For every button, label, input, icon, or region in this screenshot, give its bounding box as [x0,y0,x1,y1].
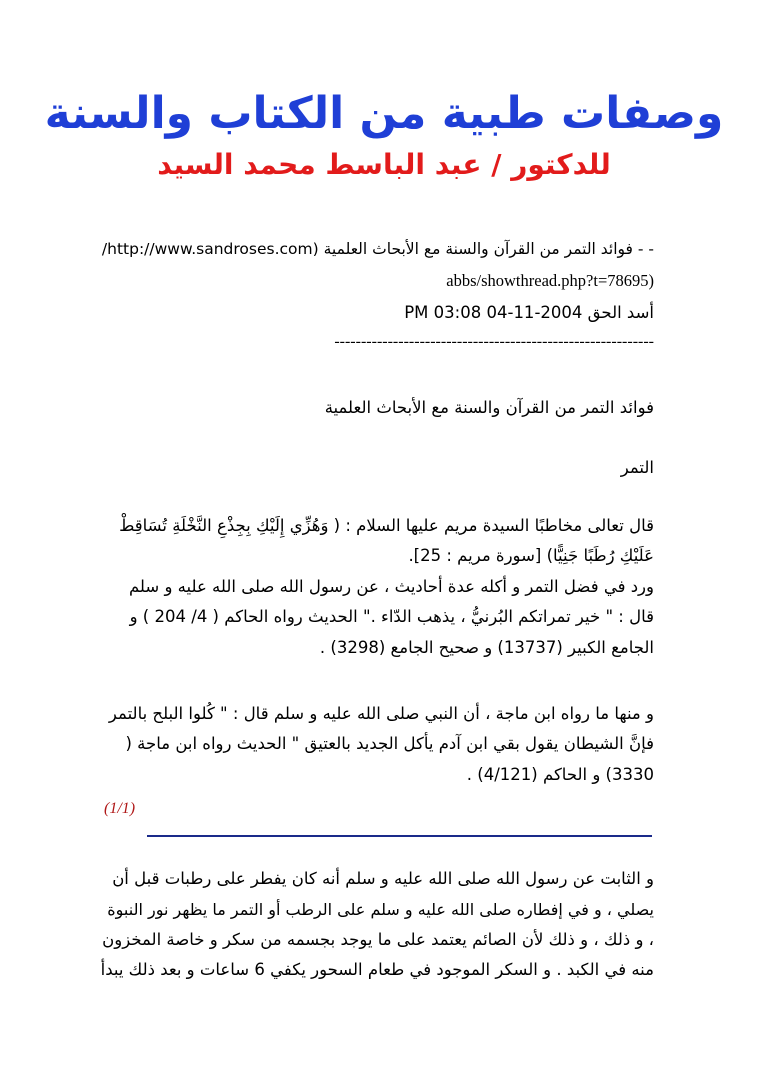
paragraph-line: 3330) و الحاكم (4/121) . [466,765,654,784]
source-line: - - فوائد التمر من القرآن والسنة مع الأبحاث العلمية (http://www.sandroses.com/ [101,240,654,258]
paragraph-line: يصلي ، و في إفطاره صلى الله عليه و سلم على الرطب أو التمر ما يظهر نور النبوة [107,900,654,919]
post-author-date: أسد الحق 2004-11-04 03:08 PM [404,303,654,322]
dashed-divider: ------------------------------------------------------------ [334,333,654,350]
paragraph-line: منه في الكبد . و السكر الموجود في طعام السحور يكفي 6 ساعات و بعد ذلك يبدأ [100,960,654,979]
paragraph-line: فإنَّ الشيطان يقول بقي ابن آدم يأكل الجديد بالعتيق " الحديث رواه ابن ماجة ( [125,734,654,753]
source-url-continuation: (abbs/showthread.php?t=78695 [446,271,654,290]
paragraph-line: عَلَيْكِ رُطَبًا جَنِيًّا) [سورة مريم : 25]. [408,546,654,565]
paragraph-line: و الثابت عن رسول الله صلى الله عليه و سلم أنه كان يفطر على رطبات قبل أن [112,869,654,888]
paragraph-line: قال تعالى مخاطبًا السيدة مريم عليها السلام : ( وَهُزِّي إِلَيْكِ بِجِذْعِ النَّخْلَةِ تُسَاقِطْ [119,516,654,535]
section-title: التمر [620,458,654,477]
paragraph-line: قال : " خير تمراتكم البُرنيُّ ، يذهب الدّاء ." الحديث رواه الحاكم ( 4/ 204 ) و [129,607,654,626]
author-line: للدكتور / عبد الباسط محمد السيد [157,148,611,181]
page-indicator: (1/1) [104,800,136,817]
paragraph-line: و منها ما رواه ابن ماجة ، أن النبي صلى الله عليه و سلم قال : " كُلوا البلح بالتمر [108,704,654,723]
document-title: وصفات طبية من الكتاب والسنة [44,88,724,139]
paragraph-line: الجامع الكبير (13737) و صحيح الجامع (3298) . [319,638,654,657]
article-heading: فوائد التمر من القرآن والسنة مع الأبحاث العلمية [324,398,654,417]
paragraph-line: ، و ذلك ، و ذلك لأن الصائم يعتمد على ما يوجد بجسمه من سكر و خاصة المخزون [102,930,654,949]
paragraph-line: ورد في فضل التمر و أكله عدة أحاديث ، عن رسول الله صلى الله عليه و سلم [128,577,654,596]
horizontal-rule [147,835,652,837]
